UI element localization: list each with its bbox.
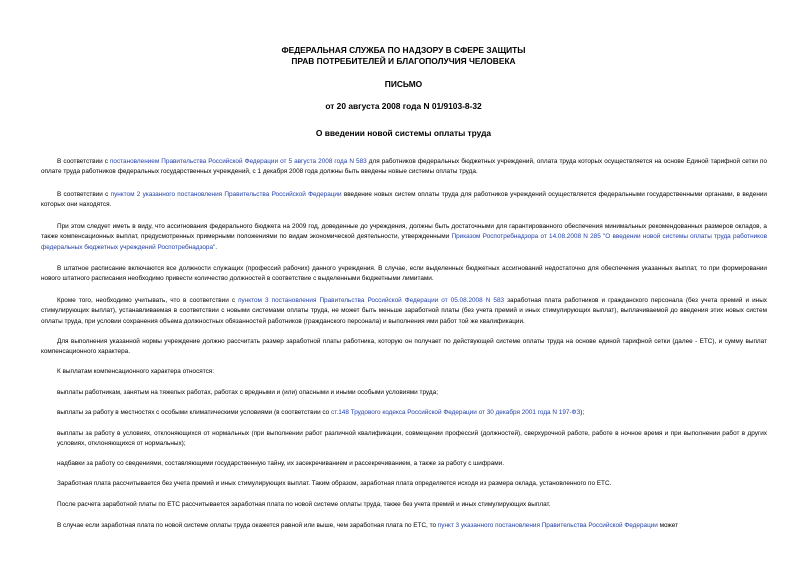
paragraph-9 xyxy=(41,500,767,510)
list-item-3 xyxy=(57,429,767,450)
decree-item-2-link[interactable]: пунктом 2 указанного постановления Правительства Российской Федерации xyxy=(110,191,342,198)
agency-name-line-1: ФЕДЕРАЛЬНАЯ СЛУЖБА ПО НАДЗОРУ В СФЕРЕ ЗАЩИТЫ xyxy=(281,45,526,55)
paragraph-text: При этом следует иметь в виду, что ассигнования федерального бюджета на 2009 год, доведенные до учреждения, должны быть достаточными для гарантированного обеспечения минимальных рекомендованных размеров окладов, а также компенсационных выплат, предусмотренных примерными положениями по видам экономической деятельности, утвержденными xyxy=(41,223,767,241)
decree-583-link[interactable]: постановлением Правительства Российской Федерации от 5 августа 2008 года N 583 xyxy=(109,158,367,165)
paragraph-2 xyxy=(41,190,767,211)
list-item-4 xyxy=(57,459,767,469)
list-item-1 xyxy=(57,388,767,398)
paragraph-3 xyxy=(41,222,767,253)
paragraph-text: К выплатам компенсационного характера относятся: xyxy=(57,368,215,375)
paragraph-text: После расчета заработной платы по ЕТС рассчитывается заработная плата по новой системе оплаты труда, также без учета премий и иных стимулирующих выплат. xyxy=(57,501,551,508)
paragraph-text: выплаты работникам, занятым на тяжелых работах, работах с вредными и (или) опасными и иными особыми условиями труда; xyxy=(57,389,438,396)
order-285-link[interactable]: Приказом Роспотребнадзора от 14.08.2008 N 285 "О введении новой системы оплаты труда работников федеральных бюджетных учреждений Роспотребнадзора" xyxy=(41,233,767,251)
document-title: О введении новой системы оплаты труда xyxy=(315,128,492,138)
paragraph-text: ); xyxy=(580,409,585,416)
paragraph-text: надбавки за работу со сведениями, составляющими государственную тайну, их засекречиванием и рассекречиванием, а также за работу с шифрами. xyxy=(57,460,504,467)
paragraph-text: введение новых систем оплаты труда для работников учреждений осуществляется федеральными государственными органами, в ведении которых они находятся. xyxy=(41,191,768,209)
agency-name-line-2: ПРАВ ПОТРЕБИТЕЛЕЙ И БЛАГОПОЛУЧИЯ ЧЕЛОВЕКА xyxy=(291,56,516,66)
decree-item-3-link-2[interactable]: пункт 3 указанного постановления Правительства Российской Федерации xyxy=(437,522,658,529)
paragraph-7 xyxy=(41,367,767,377)
document-date-number: от 20 августа 2008 года N 01/9103-8-32 xyxy=(325,101,482,111)
paragraph-4 xyxy=(41,264,767,285)
paragraph-text: Для выполнения указанной нормы учреждение должно рассчитать размер заработной платы работника, которую он получает по действующей системе оплаты труда на основе единой тарифной сетки (далее - ЕТС), и сумму выплат компенсационного характера. xyxy=(41,338,767,356)
paragraph-1 xyxy=(41,157,767,178)
paragraph-text: Кроме того, необходимо учитывать, что в соответствии с xyxy=(57,297,239,304)
list-item-2 xyxy=(57,408,767,418)
paragraph-text: заработная плата работников и гражданского персонала (без учета премий и иных стимулирующих выплат), устанавливаемая в соответствии с новыми системами оплаты труда, не может быть меньше заработной платы (без учета премий и иных стимулирующих выплат), выплачиваемой до введения этих новых систем оплаты труда, при условии сохранения объема должностных обязанностей работников (гражданского персонала) и выполнения ими работ той же квалификации. xyxy=(41,297,767,325)
paragraph-6 xyxy=(41,337,767,358)
labor-code-148-link[interactable]: ст.148 Трудового кодекса Российской Федерации от 30 декабря 2001 года N 197-ФЗ xyxy=(331,409,581,416)
document-type: ПИСЬМО xyxy=(384,79,423,89)
paragraph-text: В случае если заработная плата по новой системе оплаты труда окажется равной или выше, чем заработная плата по ЕТС, то xyxy=(57,522,438,529)
decree-item-3-link[interactable]: пунктом 3 постановления Правительства Российской Федерации от 05.08.2008 N 583 xyxy=(238,297,505,304)
paragraph-text: для работников федеральных бюджетных учреждений, оплата труда которых осуществляется на основе Единой тарифной сетки по оплате труда работников федеральных государственных учреждений, с 1 декабря 2008 года должны быть введены новые системы оплаты труда. xyxy=(41,158,768,176)
paragraph-text: может xyxy=(657,522,679,529)
paragraph-text: В соответствии с xyxy=(57,191,111,198)
paragraph-text: . xyxy=(215,243,218,251)
paragraph-text: выплаты за работу в местностях с особыми климатическими условиями (в соответствии со xyxy=(57,409,332,416)
paragraph-text: выплаты за работу в условиях, отклоняющихся от нормальных (при выполнении работ различной квалификации, совмещении профессий (должностей), сверхурочной работе, работе в ночное время и при выполнении работ в других условиях, отклоняющихся от нормальных); xyxy=(57,430,767,448)
paragraph-text: В соответствии с xyxy=(57,158,110,165)
paragraph-text: Заработная плата рассчитывается без учета премий и иных стимулирующих выплат. Таким образом, заработная плата определяется исходя из размера оклада, установленного по ЕТС. xyxy=(57,480,612,487)
paragraph-10 xyxy=(41,521,767,531)
paragraph-8 xyxy=(41,479,767,489)
paragraph-text: В штатное расписание включаются все должности служащих (профессий рабочих) данного учреждения. В случае, если выделенных бюджетных ассигнований недостаточно для обеспечения указанных выплат, то при формировании нового штатного расписания необходимо привести количество должностей в соответствие с выделенными бюджетными лимитами. xyxy=(41,265,767,283)
paragraph-5 xyxy=(41,296,767,327)
